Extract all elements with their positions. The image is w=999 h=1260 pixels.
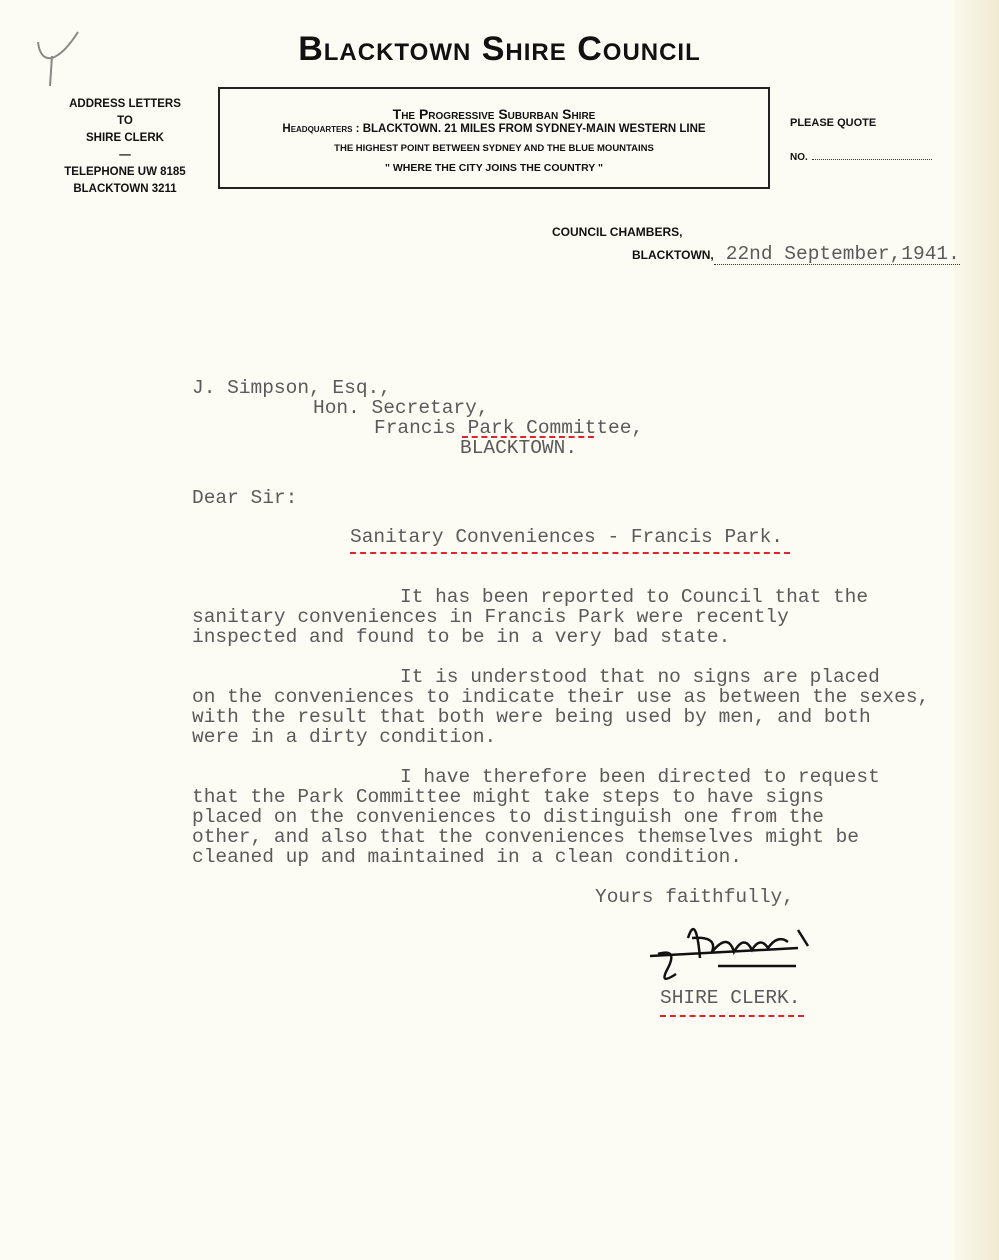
highest-point: THE HIGHEST POINT BETWEEN SYDNEY AND THE BLUE MOUNTAINS (334, 143, 654, 154)
please-quote: PLEASE QUOTE (790, 117, 877, 129)
address-letters: ADDRESS LETTERS (69, 98, 181, 110)
paragraph-line: cleaned up and maintained in a clean condition. (192, 846, 742, 868)
address-line: BLACKTOWN. (460, 437, 578, 459)
salutation: Dear Sir: (192, 487, 298, 509)
signature-title: SHIRE CLERK. (660, 987, 801, 1009)
paragraph-line: inspected and found to be in a very bad state. (192, 626, 731, 648)
blacktown-text: BLACKTOWN, (632, 248, 714, 262)
letter-date: 22nd September,1941. (725, 243, 960, 265)
letterhead-title: Blacktown Shire Council (298, 30, 701, 68)
closing: Yours faithfully, (595, 886, 794, 908)
headquarters: Headquarters : BLACKTOWN. 21 MILES FROM SYDNEY-MAIN WESTERN LINE (282, 123, 706, 135)
red-underline (350, 552, 790, 554)
signature (648, 908, 828, 988)
paragraph-line: with the result that both were being used by men, and both (192, 706, 871, 728)
subject: Sanitary Conveniences - Francis Park. (350, 526, 783, 548)
telephone-blacktown: BLACKTOWN 3211 (73, 183, 177, 195)
paragraph-line: I have therefore been directed to request (400, 766, 880, 788)
quote-number (790, 152, 932, 163)
letterhead-box (218, 87, 770, 189)
place-date-line (632, 244, 960, 265)
red-underline (660, 1015, 804, 1017)
date-dotted-line (714, 244, 960, 265)
paragraph-line: It is understood that no signs are placed (400, 666, 880, 688)
no-label: NO. (790, 152, 808, 163)
paragraph-line: on the conveniences to indicate their use as between the sexes, (192, 686, 930, 708)
paragraph-line: other, and also that the conveniences themselves might be (192, 826, 860, 848)
paragraph-line: were in a dirty condition. (192, 726, 497, 748)
address-line: J. Simpson, Esq., (192, 377, 391, 399)
address-to: TO (117, 115, 133, 127)
page-edge (954, 0, 999, 1260)
letterhead-contact (40, 96, 210, 198)
divider: — (119, 149, 131, 161)
paragraph-line: sanitary conveniences in Francis Park were recently (192, 606, 789, 628)
slogan: " WHERE THE CITY JOINS THE COUNTRY " (384, 162, 604, 174)
red-underline (462, 436, 594, 438)
council-chambers: COUNCIL CHAMBERS, (552, 225, 683, 239)
motto: The Progressive Suburban Shire (392, 106, 596, 122)
address-shire-clerk: SHIRE CLERK (86, 132, 164, 144)
address-line: Hon. Secretary, (313, 397, 489, 419)
no-dotted-line (812, 159, 932, 160)
paragraph-line: placed on the conveniences to distinguish one from the (192, 806, 824, 828)
paragraph-line: It has been reported to Council that the (400, 586, 869, 608)
telephone: TELEPHONE UW 8185 (64, 166, 186, 178)
paragraph-line: that the Park Committee might take steps to have signs (192, 786, 824, 808)
address-line: Francis Park Committee, (374, 417, 644, 439)
